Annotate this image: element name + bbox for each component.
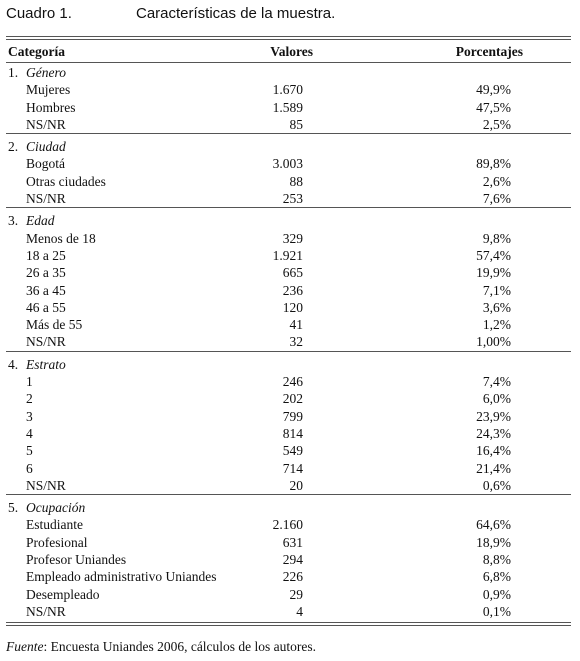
table-row [6, 99, 571, 116]
row-label: Profesional [26, 534, 88, 550]
table-bottom-rule [6, 622, 571, 626]
caption-number: Cuadro 1. [6, 5, 72, 22]
row-percentage: 57,4% [476, 247, 511, 263]
source-label: Fuente [6, 639, 44, 654]
row-label: Más de 55 [26, 317, 83, 333]
row-value: 120 [282, 299, 303, 315]
row-label: NS/NR [26, 191, 66, 207]
row-value: 549 [282, 443, 303, 459]
table-body [6, 63, 571, 620]
row-value: 41 [289, 317, 303, 333]
section-index: 1. [8, 65, 19, 80]
row-label: NS/NR [26, 116, 66, 132]
row-value: 1.589 [272, 99, 303, 115]
row-value: 253 [282, 191, 303, 207]
row-value: 2.160 [272, 517, 303, 533]
row-percentage: 7,4% [482, 374, 511, 390]
table-row [6, 373, 571, 390]
table-row [6, 333, 571, 350]
section-title: Ocupación [26, 500, 86, 516]
row-value: 814 [282, 425, 303, 441]
row-percentage: 0,6% [482, 477, 511, 493]
section-title-row [6, 138, 571, 155]
row-value: 294 [282, 552, 303, 568]
row-value: 3.003 [272, 156, 303, 172]
table-header [6, 40, 571, 63]
table-row [6, 190, 571, 207]
section-index: 4. [8, 356, 19, 372]
table-row [6, 551, 571, 568]
table-section [6, 355, 571, 494]
row-value: 32 [289, 334, 303, 350]
table-row [6, 390, 571, 407]
section-title: Estrato [26, 356, 66, 372]
row-percentage: 2,6% [482, 173, 511, 189]
row-percentage: 24,3% [476, 425, 511, 441]
row-label: 18 a 25 [26, 247, 66, 263]
section-title-row [6, 64, 571, 81]
table-section [6, 137, 571, 207]
table-row [6, 264, 571, 281]
row-value: 202 [282, 391, 303, 407]
row-percentage: 21,4% [476, 460, 511, 476]
row-percentage: 1,00% [476, 334, 511, 350]
caption-title: Características de la muestra. [136, 5, 336, 22]
row-percentage: 7,6% [482, 191, 511, 207]
row-percentage: 0,1% [482, 603, 511, 619]
table-row [6, 282, 571, 299]
row-value: 1.670 [272, 82, 303, 98]
row-label: NS/NR [26, 603, 66, 619]
table-row [6, 603, 571, 620]
row-label: 6 [26, 460, 33, 476]
row-label: 5 [26, 443, 33, 459]
row-value: 226 [282, 569, 303, 585]
row-percentage: 49,9% [476, 82, 511, 98]
table-row [6, 299, 571, 316]
row-percentage: 89,8% [476, 156, 511, 172]
sample-table [6, 36, 571, 626]
section-title-row [6, 356, 571, 373]
header-values: Valores [270, 44, 313, 59]
row-label: Mujeres [26, 82, 71, 98]
row-percentage: 18,9% [476, 534, 511, 550]
section-title: Ciudad [26, 139, 66, 155]
row-percentage: 64,6% [476, 517, 511, 533]
row-label: 2 [26, 391, 33, 407]
table-section [6, 498, 571, 620]
table-row [6, 442, 571, 459]
row-label: Estudiante [26, 517, 83, 533]
row-label: Desempleado [26, 586, 100, 602]
row-value: 85 [289, 116, 303, 132]
row-value: 665 [282, 265, 303, 281]
table-row [6, 534, 571, 551]
table-row [6, 155, 571, 172]
row-label: 46 a 55 [26, 299, 66, 315]
section-index: 2. [8, 139, 19, 155]
source-text: : Encuesta Uniandes 2006, cálculos de los autores. [43, 639, 317, 654]
row-value: 714 [282, 460, 303, 476]
table-caption [6, 5, 576, 27]
row-percentage: 16,4% [476, 443, 511, 459]
row-label: 3 [26, 408, 33, 424]
row-percentage: 23,9% [476, 408, 511, 424]
row-label: Empleado administrativo Uniandes [26, 569, 217, 585]
row-label: 1 [26, 374, 33, 390]
row-value: 29 [289, 586, 303, 602]
row-percentage: 7,1% [482, 282, 511, 298]
row-percentage: 0,9% [482, 586, 511, 602]
table-section [6, 63, 571, 133]
section-index: 5. [8, 500, 19, 516]
table-row [6, 568, 571, 585]
row-label: Bogotá [26, 156, 65, 172]
row-value: 631 [282, 534, 303, 550]
row-percentage: 8,8% [482, 552, 511, 568]
section-title: Edad [26, 213, 55, 229]
row-percentage: 3,6% [482, 299, 511, 315]
section-index: 3. [8, 213, 19, 229]
table-row [6, 586, 571, 603]
row-label: Hombres [26, 99, 76, 115]
row-value: 4 [296, 603, 303, 619]
table-row [6, 477, 571, 494]
row-label: NS/NR [26, 477, 66, 493]
section-title: Género [26, 65, 66, 80]
row-percentage: 19,9% [476, 265, 511, 281]
row-label: 26 a 35 [26, 265, 66, 281]
table-row [6, 230, 571, 247]
row-value: 1.921 [272, 247, 303, 263]
table-row [6, 247, 571, 264]
table-row [6, 408, 571, 425]
row-label: Otras ciudades [26, 173, 106, 189]
row-percentage: 47,5% [476, 99, 511, 115]
row-label: Profesor Uniandes [26, 552, 127, 568]
row-value: 236 [282, 282, 303, 298]
table-section [6, 211, 571, 350]
row-value: 246 [282, 374, 303, 390]
row-value: 329 [282, 230, 303, 246]
table-row [6, 173, 571, 190]
row-value: 20 [289, 477, 303, 493]
table-row [6, 116, 571, 133]
table-row [6, 425, 571, 442]
row-percentage: 6,0% [482, 391, 511, 407]
header-category: Categoría [8, 44, 65, 59]
row-percentage: 1,2% [482, 317, 511, 333]
section-title-row [6, 499, 571, 516]
table-row [6, 516, 571, 533]
table-row [6, 81, 571, 98]
row-value: 88 [289, 173, 303, 189]
source-note [6, 639, 316, 655]
section-title-row [6, 212, 571, 229]
row-label: 36 a 45 [26, 282, 66, 298]
row-percentage: 6,8% [482, 569, 511, 585]
row-label: 4 [26, 425, 33, 441]
table-row [6, 316, 571, 333]
header-percentages: Porcentajes [455, 44, 523, 59]
row-value: 799 [282, 408, 303, 424]
row-percentage: 9,8% [482, 230, 511, 246]
row-percentage: 2,5% [482, 116, 511, 132]
row-label: NS/NR [26, 334, 66, 350]
row-label: Menos de 18 [26, 230, 96, 246]
table-row [6, 460, 571, 477]
